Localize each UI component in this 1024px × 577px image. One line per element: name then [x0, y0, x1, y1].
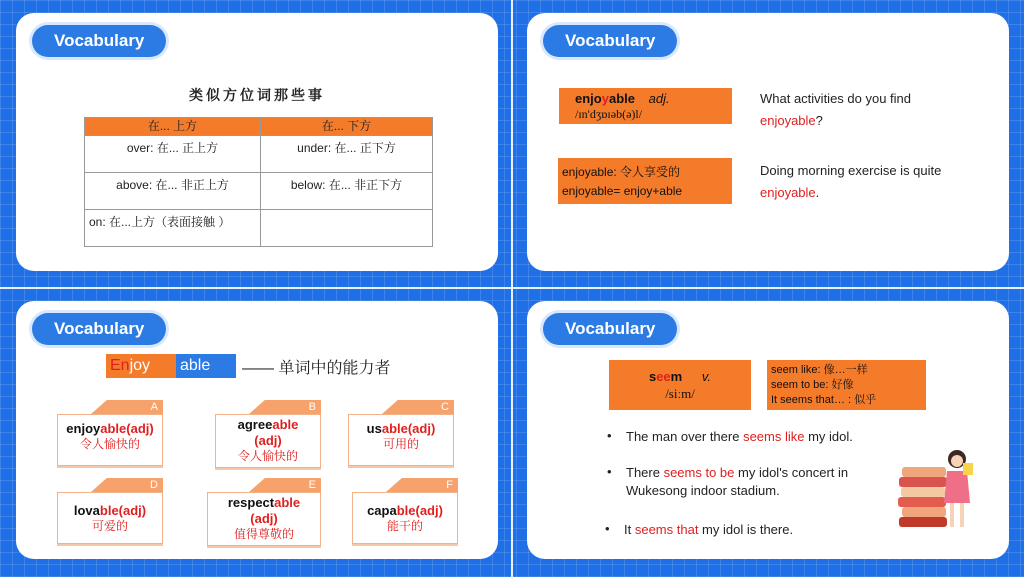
definition-box	[767, 360, 926, 410]
sentence-part: The man over there	[626, 429, 744, 444]
card-word	[58, 421, 162, 437]
example-sentence-1	[626, 428, 853, 446]
word-card-a[interactable]	[57, 401, 163, 466]
card-letter: E	[308, 479, 316, 491]
example-sentence-2	[626, 464, 848, 500]
card-meaning: 令人愉快的	[79, 437, 140, 451]
vocabulary-pill: Vocabulary	[32, 313, 166, 345]
word-card-d[interactable]	[57, 479, 163, 544]
question-1	[760, 88, 911, 132]
card-letter: F	[446, 479, 453, 491]
definition-box	[558, 158, 732, 204]
card-word-suffix: able	[274, 495, 301, 510]
card-letter: C	[441, 401, 449, 413]
card-word-base: us	[366, 421, 382, 436]
headword	[609, 369, 751, 384]
card-meaning: 能干的	[386, 519, 423, 533]
card-word	[58, 503, 162, 519]
card-letter: B	[308, 401, 316, 413]
card-word-suffix: able(adj)	[381, 421, 436, 436]
card-word-base: enjoy	[66, 421, 101, 436]
definition-3: It seems that… : 似乎	[771, 394, 877, 406]
definition-1: enjoyable: 令人享受的	[562, 165, 681, 179]
part-of-speech: adj.	[648, 91, 670, 106]
question-1-keyword: enjoyable	[760, 113, 816, 128]
phonetic: /ɪn'dʒɒɪəb(ə)l/	[575, 107, 643, 121]
headword-highlight: ee	[656, 369, 671, 384]
cell-on: on: 在...上方（表面接触 ）	[85, 210, 261, 247]
sentence-keyword: seems that	[634, 522, 699, 537]
sentence-part: my idol.	[804, 429, 853, 444]
example-sentence-3	[624, 521, 793, 539]
preposition-table	[84, 117, 433, 247]
slide-seem[interactable]	[527, 301, 1009, 559]
card-word	[353, 503, 457, 519]
vocabulary-pill: Vocabulary	[543, 313, 677, 345]
word-box	[609, 360, 751, 410]
slide-enjoyable[interactable]	[527, 13, 1009, 271]
vocabulary-pill: Vocabulary	[32, 25, 166, 57]
headword	[575, 91, 670, 106]
cell-above: above: 在... 非正上方	[85, 173, 261, 210]
slide-prepositions[interactable]	[16, 13, 498, 271]
definition-2: seem to be: 好像	[771, 379, 854, 391]
word-box	[559, 88, 732, 124]
example-2-end: .	[815, 185, 820, 200]
bullet: •	[605, 521, 610, 536]
headword-part: s	[648, 369, 657, 384]
table-row	[85, 173, 433, 210]
sentence-part: It	[624, 522, 635, 537]
card-word-pos: (adj)	[250, 511, 278, 526]
card-word-suffix: ble(adj)	[99, 503, 147, 518]
slide-able-suffix[interactable]	[16, 301, 498, 559]
able-block: able	[176, 354, 236, 378]
sentence-keyword: seems like	[743, 429, 805, 444]
headword-part: m	[670, 369, 683, 384]
card-word	[208, 495, 320, 527]
example-2-text: Doing morning exercise is quite	[760, 163, 942, 178]
card-word	[349, 421, 453, 437]
card-letter: D	[150, 479, 158, 491]
card-word-suffix: able(adj)	[100, 421, 154, 436]
headword-part: able	[608, 91, 635, 106]
bullet: •	[607, 464, 612, 479]
headword-highlight: y	[601, 91, 609, 106]
question-1-end: ?	[815, 113, 823, 128]
card-meaning: 可爱的	[91, 519, 128, 533]
card-meaning: 值得尊敬的	[233, 527, 294, 541]
girl-reading-books-illustration	[897, 447, 977, 537]
cell-over: over: 在... 正上方	[85, 136, 261, 173]
card-word-base: agree	[237, 417, 273, 432]
enjoy-block	[106, 354, 176, 378]
cell-empty	[261, 210, 433, 247]
card-word-suffix: ble(adj)	[396, 503, 443, 518]
sentence-keyword: seems to be	[663, 465, 735, 480]
sentence-part: my idol is there.	[698, 522, 794, 537]
title-part1: 类似方位词	[189, 87, 274, 103]
card-word-base: capa	[367, 503, 397, 518]
enjoy-red: En	[110, 357, 130, 374]
sentence-part: There	[626, 465, 664, 480]
example-2	[760, 160, 941, 204]
part-of-speech: v.	[701, 369, 712, 384]
header-above: 在... 上方	[85, 118, 261, 136]
definition-2: enjoyable= enjoy+able	[562, 184, 683, 198]
table-row	[85, 210, 433, 247]
word-card-f[interactable]	[352, 479, 458, 544]
word-card-c[interactable]	[348, 401, 454, 466]
card-meaning: 令人愉快的	[237, 449, 298, 463]
card-word-suffix: able	[272, 417, 299, 432]
word-card-b[interactable]	[215, 401, 321, 468]
definition-1: seem like: 像…一样	[771, 364, 868, 376]
enjoy-rest: joy	[129, 357, 151, 374]
word-card-e[interactable]	[207, 479, 321, 546]
card-letter: A	[150, 401, 158, 413]
vocabulary-pill: Vocabulary	[543, 25, 677, 57]
example-2-keyword: enjoyable	[760, 185, 816, 200]
sentence-part: my idol's concert in	[734, 465, 849, 480]
grid-divider-horizontal	[0, 287, 1024, 289]
card-word-base: lova	[73, 503, 100, 518]
headword-part: enjo	[575, 91, 602, 106]
cell-below: below: 在... 非正下方	[261, 173, 433, 210]
bullet: •	[607, 428, 612, 443]
card-word-pos: (adj)	[254, 433, 282, 448]
title-part2: 那些事	[274, 87, 325, 103]
phonetic: /siːm/	[665, 386, 695, 401]
cell-under: under: 在... 正下方	[261, 136, 433, 173]
sentence-part: Wukesong indoor stadium.	[626, 483, 780, 498]
card-meaning: 可用的	[382, 437, 419, 451]
card-word	[216, 417, 320, 449]
table-row	[85, 136, 433, 173]
header-below: 在... 下方	[261, 118, 433, 136]
slide-title	[16, 85, 498, 105]
card-word-base: respect	[227, 495, 275, 510]
question-1-text: What activities do you find	[760, 91, 912, 106]
suffix-caption: —— 单词中的能力者	[242, 360, 391, 377]
